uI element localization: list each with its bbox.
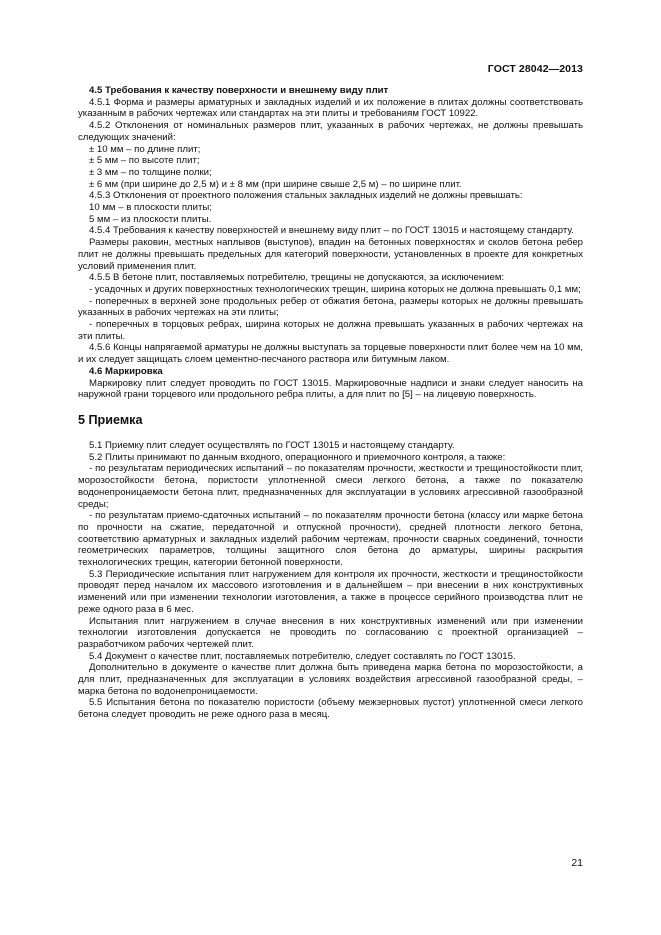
paragraph: 5.1 Приемку плит следует осуществлять по ГОСТ 13015 и настоящему стандарту. [89,439,455,451]
subsection-heading-4-5: 4.5 Требования к качеству поверхности и внешнему виду плит [89,85,389,96]
list-item: ± 6 мм (при ширине до 2,5 м) и ± 8 мм (при ширине свыше 2,5 м) – по ширине плит. [89,178,462,190]
document-code: ГОСТ 28042—2013 [487,63,583,75]
paragraph: 4.5.4 Требования к качеству поверхностей и внешнему виду плит – по ГОСТ 13015 и настоящему стандарту. [89,225,574,237]
paragraph: 5.2 Плиты принимают по данным входного, операционного и приемочного контроля, а также: [89,451,506,463]
paragraph: 5.4 Документ о качестве плит, поставляемых потребителю, следует составлять по ГОСТ 13015. [89,650,516,662]
page-number: 21 [571,857,583,869]
list-item: - поперечных в верхней зоне продольных ребер от обжатия бетона, размеры которых не должны превышать указанных в рабочих чертежах на эти плиты; [78,295,583,319]
list-item: - усадочных и других поверхностных технологических трещин, ширина которых не должна превышать 0,1 мм; [89,283,581,295]
paragraph: 4.5.3 Отклонения от проектного положения стальных закладных изделий не должны превышать: [89,190,523,202]
list-item: ± 3 мм – по толщине полки; [89,166,212,178]
paragraph: 4.5.1 Форма и размеры арматурных и закладных изделий и их положение в плитах должны соответствовать указанным в рабочих чертежах или стандартах на эти плиты и требованиям ГОСТ 10922. [78,96,583,120]
paragraph: Испытания плит нагружением в случае внесения в них конструктивных изменений или при изменении технологии изготовления допускается не проводить по согласованию с проектной организацией – разработчиком рабочих чертежей плит. [78,615,583,650]
document-body [78,85,583,721]
paragraph: 4.5.2 Отклонения от номинальных размеров плит, указанных в рабочих чертежах, не должны превышать следующих значений: [78,120,583,143]
paragraph: 4.5.5 В бетоне плит, поставляемых потребителю, трещины не допускаются, за исключением: [89,272,505,284]
list-item: 10 мм – в плоскости плиты; [89,202,212,214]
list-item: - по результатам приемо-сдаточных испытаний – по показателям прочности бетона (классу или марке бетона по прочности на сжатие, передаточной и отпускной прочности), средней плотности легкого бетона, соответствию арматурных и закладных изделий рабочим чертежам, прочности сварных соединений, точности геометрических параметров, толщины защитного слоя бетона до арматуры, ширины раскрытия технологических трещин, категории бетонной поверхности. [78,510,583,569]
paragraph: Маркировку плит следует проводить по ГОСТ 13015. Маркировочные надписи и знаки следует наносить на наружной грани торцевого или продольного ребра плиты, а для плит по [5] – на лицевую поверхность. [78,377,583,401]
paragraph: 5.3 Периодические испытания плит нагружением для контроля их прочности, жесткости и трещиностойкости проводят перед началом их массового изготовления и в дальнейшем – при внесении в них конструктивных изменений или при изменении технологии изготовления, а также в процессе серийного производства плит не реже одного раза в 6 мес. [78,568,583,615]
section-heading-5: 5 Приемка [78,412,143,427]
list-item: ± 10 мм – по длине плит; [89,143,201,155]
list-item: 5 мм – из плоскости плиты. [89,213,212,225]
paragraph: Дополнительно в документе о качестве плит должна быть приведена марка бетона по морозостойкости, а для плит, предназначенных для эксплуатации в условиях воздействия агрессивной газообразной среды, – марка бетона по водонепроницаемости. [78,662,583,697]
list-item: ± 5 мм – по высоте плит; [89,155,200,167]
paragraph: Размеры раковин, местных наплывов (выступов), впадин на бетонных поверхностях и сколов бетона ребер плит не должны превышать предельных для категорий поверхности, установленных в проекте для конкретных условий применения плит. [78,237,583,272]
subsection-heading-4-6: 4.6 Маркировка [89,365,163,377]
paragraph: 5.5 Испытания бетона по показателю пористости (объему межзерновых пустот) уплотненной смеси легкого бетона следует проводить не реже одного раза в месяц. [78,697,583,721]
list-item: - по результатам периодических испытаний – по показателям прочности, жесткости и трещиностойкости плит, морозостойкости бетона, пористости уплотненной смеси легкого бетона, а также по показателю водонепроницаемости бетона плит, предназначенных для эксплуатации в условиях агрессивной газообразной среды; [78,463,583,510]
list-item: - поперечных в торцовых ребрах, ширина которых не должна превышать указанных в рабочих чертежах на эти плиты. [78,319,583,342]
paragraph: 4.5.6 Концы напрягаемой арматуры не должны выступать за торцевые поверхности плит более чем на 10 мм, и их следует защищать слоем цементно-песчаного раствора или битумным лаком. [78,342,583,366]
